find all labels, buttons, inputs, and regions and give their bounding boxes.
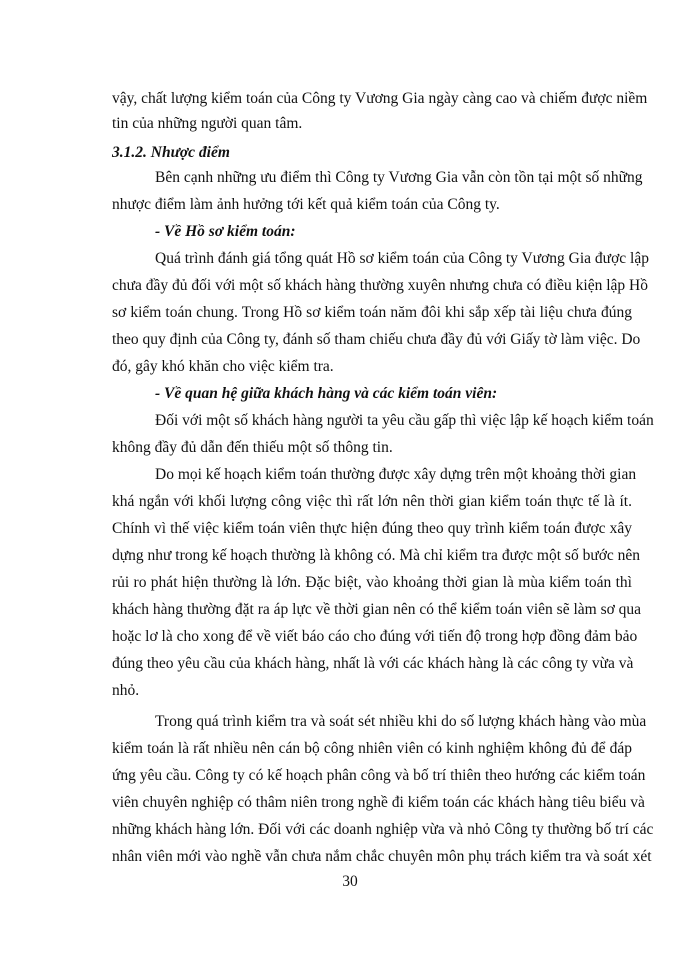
text-line: Quá trình đánh giá tổng quát Hồ sơ kiểm toán của Công ty Vương Gia được lập [155,250,649,267]
text-line: những khách hàng lớn. Đối với các doanh nghiệp vừa và nhỏ Công ty thường bố trí các [112,821,654,838]
text-line: đúng theo yêu cầu của khách hàng, nhất là với các khách hàng là các công ty vừa và [112,655,634,672]
text-line: kiểm toán là rất nhiều nên cán bộ công nhiên viên có kinh nghiệm không đủ để đáp [112,740,632,757]
text-line: hoặc lơ là cho xong để về viết báo cáo cho đúng với tiến độ trong hợp đồng đảm bảo [112,628,638,645]
text-line: Bên cạnh những ưu điểm thì Công ty Vương Gia vẫn còn tồn tại một số những [155,169,643,186]
section-heading: 3.1.2. Nhược điểm [112,144,230,161]
text-line: sơ kiểm toán chung. Trong Hồ sơ kiểm toán năm đôi khi sắp xếp tài liệu chưa đúng [112,304,632,321]
text-line: Đối với một số khách hàng người ta yêu cầu gấp thì việc lập kế hoạch kiểm toán [155,412,654,429]
subsection-heading: - Về Hồ sơ kiểm toán: [155,223,296,240]
text-line: theo quy định của Công ty, đánh số tham chiếu chưa đầy đủ với Giấy tờ làm việc. Do [112,331,641,348]
text-line: khách hàng thường đặt ra áp lực về thời gian nên có thể kiểm toán viên sẽ làm sơ qua [112,601,642,618]
text-line: viên chuyên nghiệp có thâm niên trong nghề đi kiểm toán các khách hàng tiêu biểu và [112,794,645,811]
text-line: đó, gây khó khăn cho việc kiểm tra. [112,358,334,375]
text-line: Do mọi kế hoạch kiểm toán thường được xây dựng trên một khoảng thời gian [155,466,637,483]
text-line: tin của những người quan tâm. [112,115,303,132]
text-line: dựng như trong kế hoạch thường là không có. Mà chỉ kiểm tra được một số bước nên [112,547,641,564]
text-line: không đầy đủ dẫn đến thiếu một số thông tin. [112,439,393,456]
text-line: ứng yêu cầu. Công ty có kế hoạch phân công và bố trí thiên theo hướng các kiểm toán [112,767,646,784]
text-line: khá ngắn với khối lượng công việc thì rất lớn nên thời gian kiểm toán thực tế là ít. [112,493,632,510]
text-line: nhỏ. [112,682,140,699]
text-line: nhược điểm làm ảnh hưởng tới kết quả kiểm toán của Công ty. [112,196,500,213]
text-line: vậy, chất lượng kiểm toán của Công ty Vương Gia ngày càng cao và chiếm được niềm [112,90,648,107]
text-line: nhân viên mới vào nghề vẫn chưa nắm chắc chuyên môn phụ trách kiểm tra và soát xét [112,848,652,865]
subsection-heading: - Về quan hệ giữa khách hàng và các kiểm toán viên: [155,385,498,402]
text-line: rủi ro phát hiện thường là lớn. Đặc biệt, vào khoảng thời gian là mùa kiểm toán thì [112,574,632,591]
text-line: chưa đầy đủ đối với một số khách hàng thường xuyên nhưng chưa có điều kiện lập Hồ [112,277,648,294]
page-number: 30 [342,873,358,890]
text-line: Trong quá trình kiểm tra và soát sét nhiều khi do số lượng khách hàng vào mùa [155,713,647,730]
text-line: Chính vì thế việc kiểm toán viên thực hiện đúng theo quy trình kiểm toán được xây [112,520,632,537]
